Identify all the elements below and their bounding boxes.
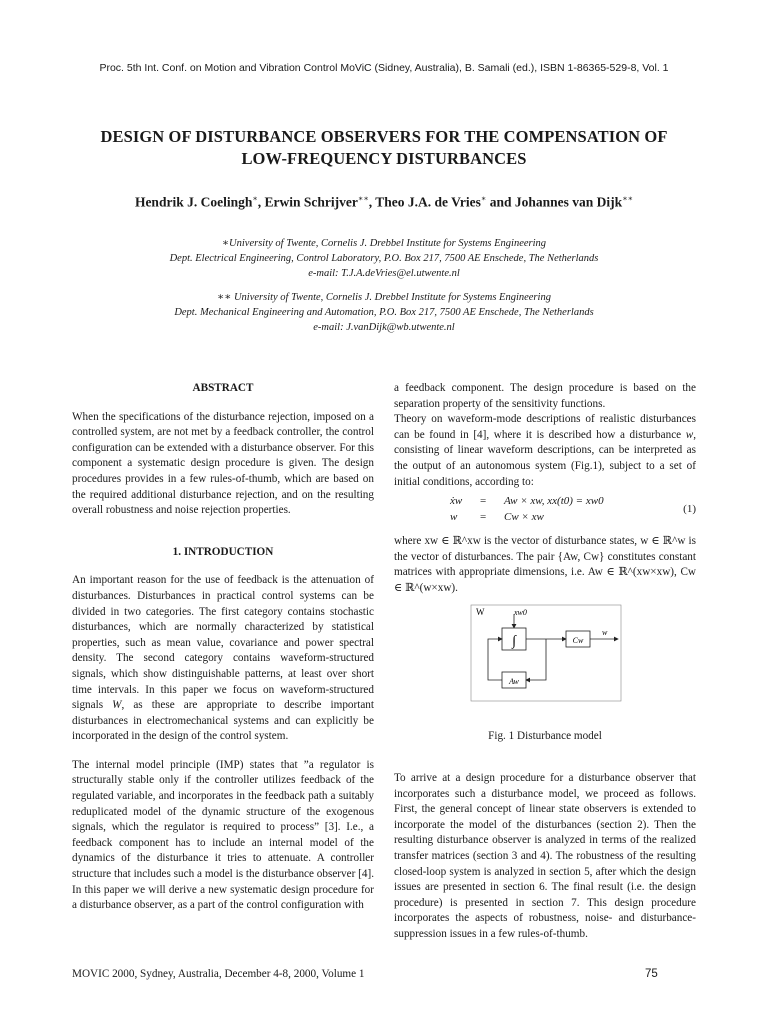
right-column-bottom — [394, 771, 696, 943]
label-W: W — [476, 607, 485, 617]
affiliation-1-line-1: ∗University of Twente, Cornelis J. Drebbel Institute for Systems Engineering — [221, 238, 547, 249]
author-3: Theo J.A. de Vries — [375, 194, 481, 210]
intro-paragraph-1: An important reason for the use of feedback is the attenuation of disturbances. Disturbances in practical control systems can be divided in two categories. The first category contains stochastic disturbances, which are normally characterized by statistical properties, such as mean value, covariance and power spectral density. The second category contains waveform-structured signals, which show distinguishable patterns, at least over short time intervals. In this paper we focus on waveform-structured signals W, as these are appropriate to describe important disturbances in electromechanical systems and can explicitly be incorporated in the design of the control system. — [72, 574, 375, 743]
right-column-top — [394, 381, 696, 490]
affiliation-1 — [40, 236, 728, 281]
equation-number: (1) — [683, 503, 696, 515]
title-line-1: DESIGN OF DISTURBANCE OBSERVERS FOR THE COMPENSATION OF — [100, 127, 668, 146]
proceedings-header: Proc. 5th Int. Conf. on Motion and Vibration Control MoViC (Sidney, Australia), B. Samali (ed.), ISBN 1-86365-529-8, Vol. 1 — [99, 62, 669, 74]
label-xw0: xw0 — [514, 608, 527, 617]
label-w-output: w — [602, 628, 608, 637]
author-3-mark: ∗ — [480, 194, 487, 203]
author-4-mark: ∗∗ — [622, 194, 634, 203]
affiliation-1-email: e-mail: T.J.A.deVries@el.utwente.nl — [308, 268, 460, 279]
author-2-mark: ∗∗ — [357, 194, 369, 203]
abstract-text: When the specifications of the disturbance rejection, imposed on a controlled system, are not met by a feedback controller, the control configuration can be extended with a disturbance observer. For this component a systematic design procedure is given. The design procedures provides in a few rules-of-thumb, which are based on the required additional disturbance rejection, and on the resulting overall robustness and noise rejection properties. — [72, 410, 374, 517]
author-1-mark: ∗ — [252, 194, 258, 203]
right-paragraph-2: Theory on waveform-mode descriptions of realistic disturbances can be found in [4], where it is described how a disturbance w, consisting of linear waveform descriptions, can be interpreted as the output of an autonomous system (Fig.1), subject to a set of initial conditions, according to: — [394, 413, 696, 488]
right-column-middle — [394, 534, 696, 596]
disturbance-model-diagram — [470, 604, 630, 704]
label-Cw: Cw — [572, 636, 584, 645]
intro-paragraph-2: The internal model principle (IMP) states that ”a regulator is structurally stable only if the controller utilizes feedback of the regulated variable, and incorporates in the feedback path a suitably reduplicated model of the dynamic structure of the exogenous signals, which the regulator is required to process” [3]. I.e., a feedback component has to include an internal model of the dynamics of the disturbance it tries to attenuate. A controller structure that includes such a model is the disturbance observer [4]. In this paper we will derive a new systematic design procedure for a disturbance observer, as a part of the control configuration with — [72, 758, 374, 912]
affiliation-2 — [40, 290, 728, 335]
footer-conference: MOVIC 2000, Sydney, Australia, December 4-8, 2000, Volume 1 — [72, 968, 365, 980]
author-4: Johannes van Dijk — [514, 194, 623, 210]
right-paragraph-1: a feedback component. The design procedure is based on the separation property of the sensitivity functions. — [394, 382, 696, 410]
affiliation-2-line-2: Dept. Mechanical Engineering and Automation, P.O. Box 217, 7500 AE Enschede, The Netherlands — [174, 307, 594, 318]
author-list: Hendrik J. Coelingh∗, Erwin Schrijver∗∗, Theo J.A. de Vries∗ and Johannes van Dijk∗∗ — [134, 194, 634, 210]
title-line-2: LOW-FREQUENCY DISTURBANCES — [241, 149, 527, 168]
affiliation-2-line-1: ∗∗ University of Twente, Cornelis J. Drebbel Institute for Systems Engineering — [217, 292, 551, 303]
integrator-symbol: ∫ — [512, 634, 516, 649]
page-number: 75 — [645, 968, 658, 980]
loop-arrow — [488, 639, 502, 680]
affiliation-2-email: e-mail: J.vanDijk@wb.utwente.nl — [313, 322, 455, 333]
feedback-arrow — [526, 639, 546, 680]
author-1: Hendrik J. Coelingh — [134, 194, 253, 210]
left-column — [72, 381, 374, 914]
affiliation-1-line-2: Dept. Electrical Engineering, Control Laboratory, P.O. Box 217, 7500 AE Enschede, The Netherlands — [169, 253, 599, 264]
right-paragraph-3: where xw ∈ ℝ^xw is the vector of disturbance states, w ∈ ℝ^w is the vector of disturbances. The pair {Aw, Cw} constitutes constant matrices with appropriate dimensions, i.e. Aw ∈ ℝ^(xw×xw), Cw ∈ ℝ^(w×xw). — [394, 535, 696, 594]
abstract-heading: ABSTRACT — [192, 382, 254, 394]
author-2: Erwin Schrijver — [264, 194, 358, 210]
right-paragraph-4: To arrive at a design procedure for a disturbance observer that incorporates such a disturbance model, we proceed as follows. First, the general concept of linear state observers is extended to incorporate the model of the disturbances (section 2). Then the resulting disturbance observer is analyzed in terms of the realized transfer matrices (section 3 and 4). The robustness of the resulting closed-loop system is analyzed in section 5, after which the design issues are presented in section 6. The final result (i.e. the design procedure) is presented in section 7. This design procedure incorporates the aspects of robustness, noise- and disturbance- suppression issues in a few rules-of-thumb. — [394, 772, 696, 940]
paper-title — [60, 126, 708, 170]
intro-heading: 1. INTRODUCTION — [172, 545, 274, 558]
figure-caption: Fig. 1 Disturbance model — [488, 730, 602, 742]
label-Aw: Aw — [509, 677, 519, 686]
